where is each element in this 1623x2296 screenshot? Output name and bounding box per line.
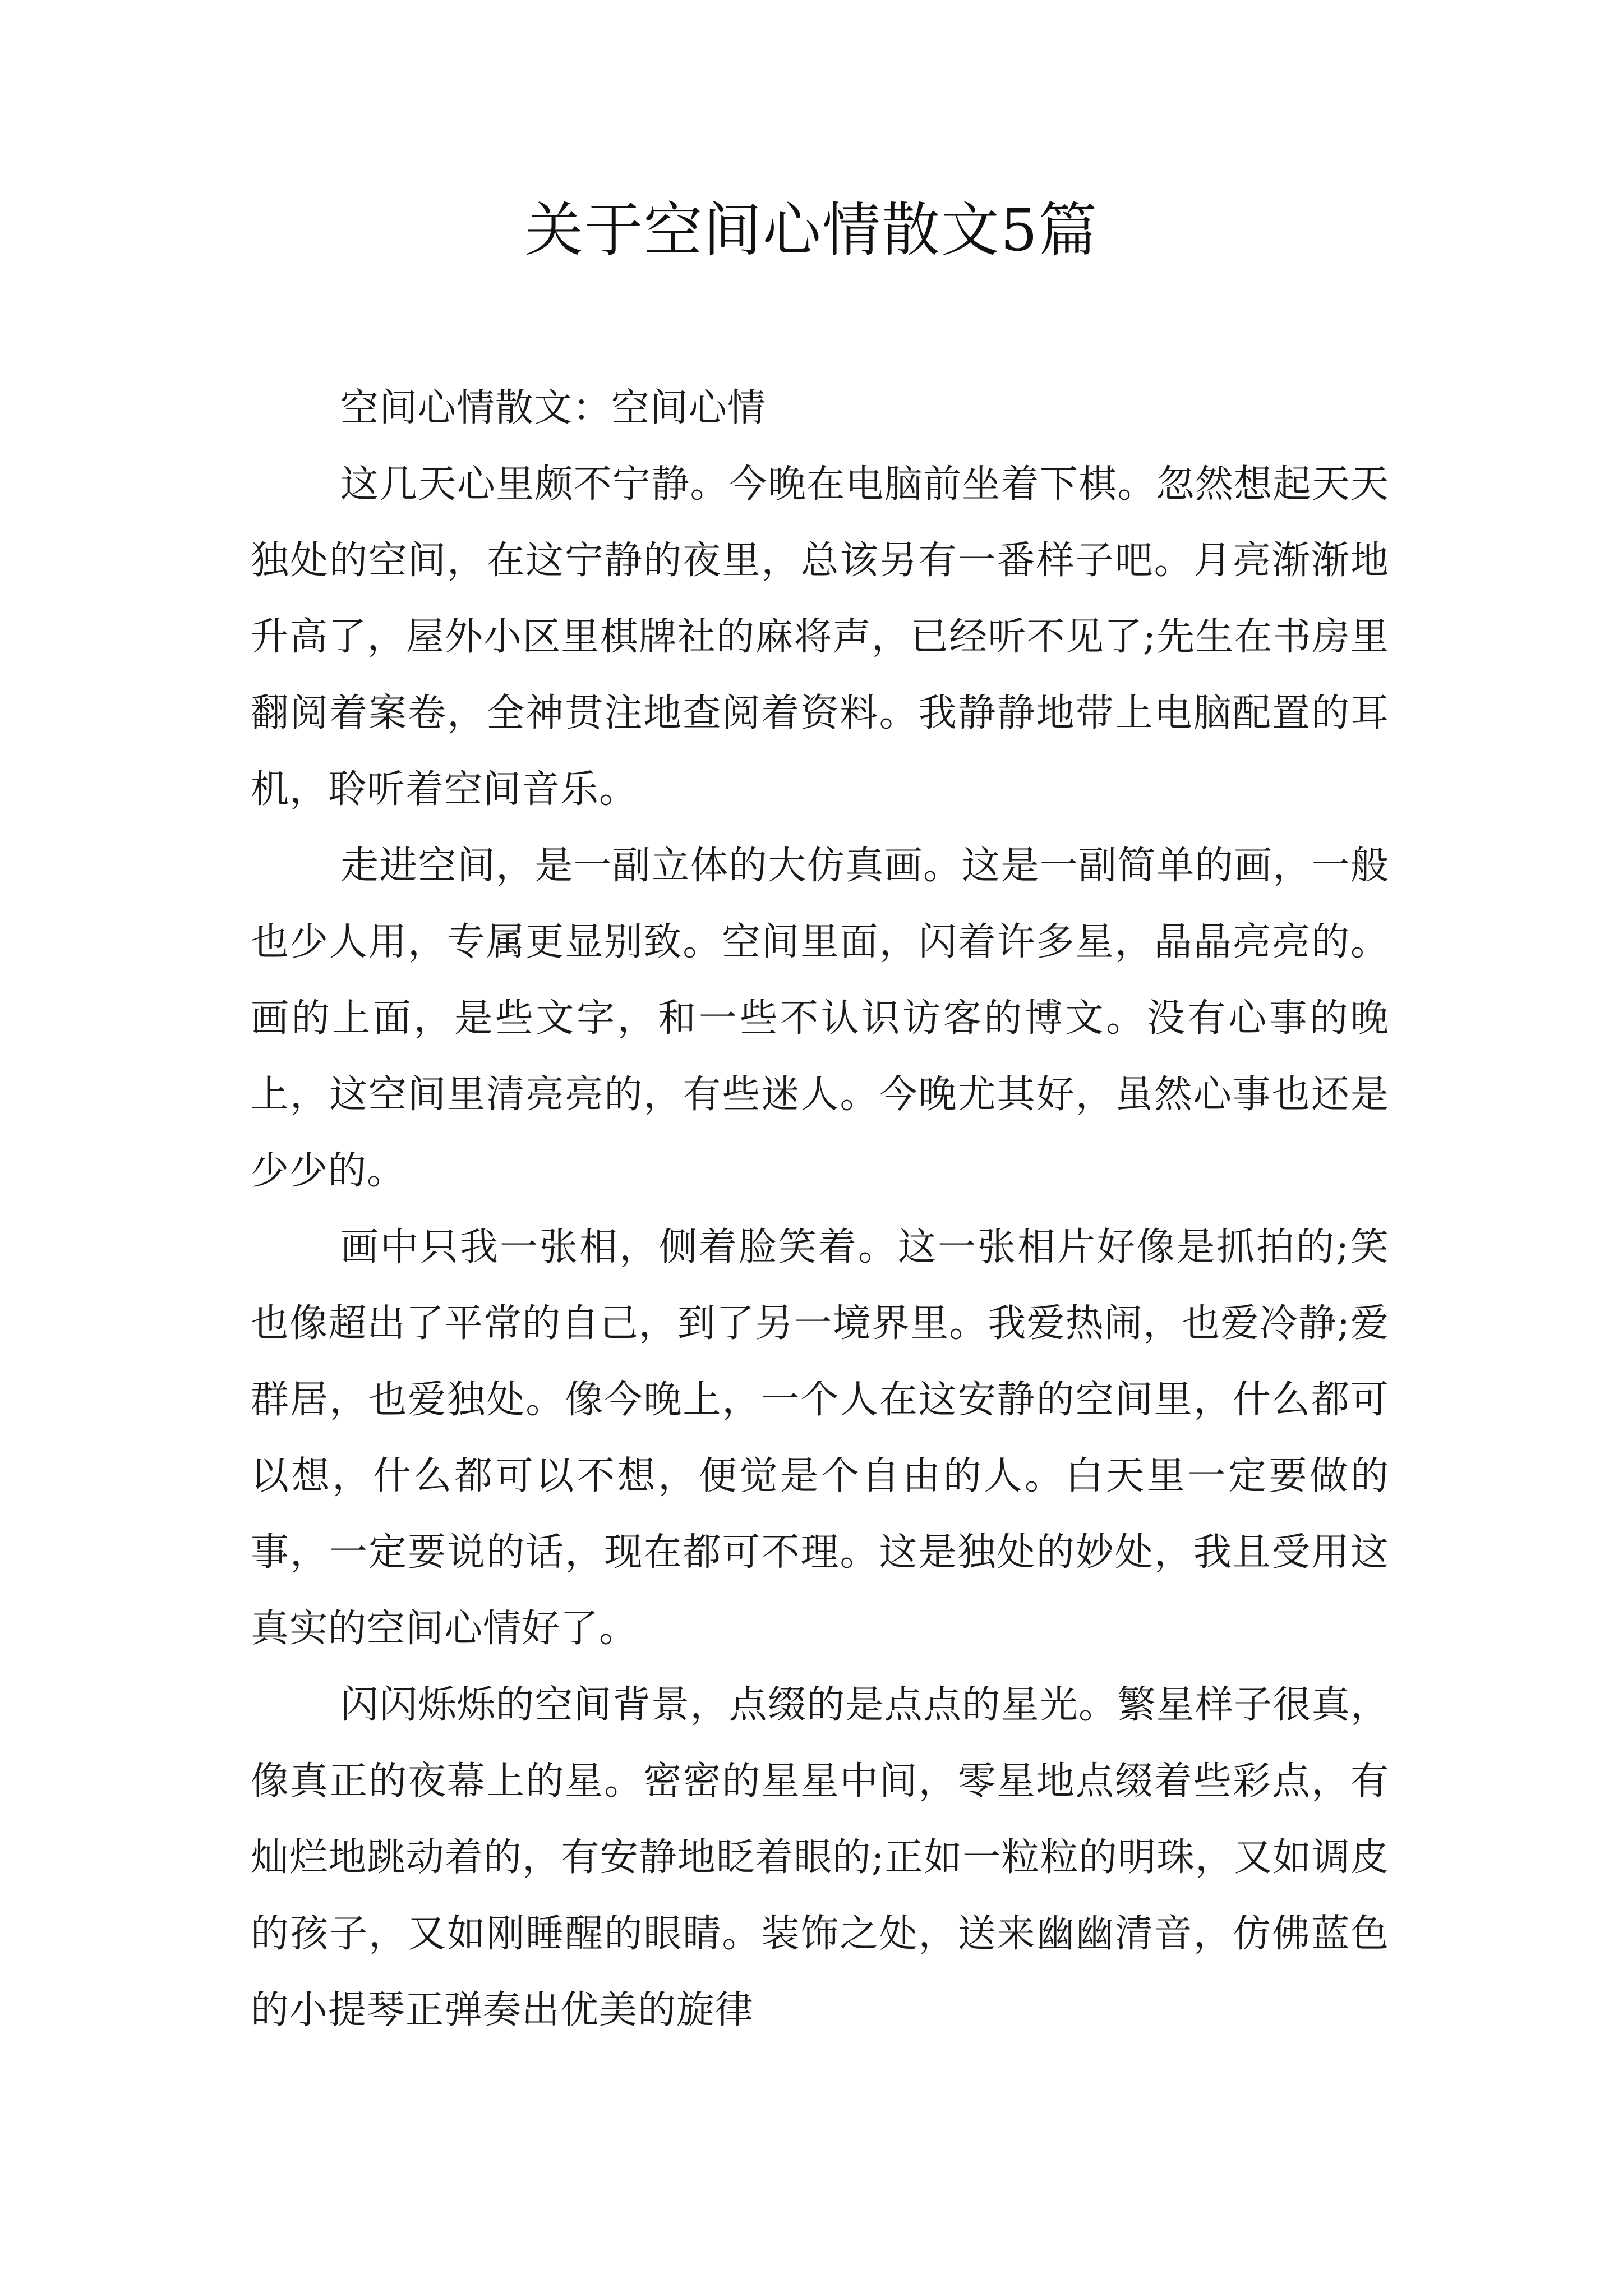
section-heading: 空间心情散文：空间心情 — [340, 386, 767, 430]
paragraph-2: 走进空间，是一副立体的大仿真画。这是一副简单的画，一般也少人用，专属更显别致。空间里面，闪着许多星，晶晶亮亮的。画的上面，是些文字，和一些不认识访客的博文。没有心事的晚上，这空间里清亮亮的，有些迷人。今晚尤其好，虽然心事也还是少少的。 — [251, 844, 1389, 1193]
paragraph-4: 闪闪烁烁的空间背景，点缀的是点点的星光。繁星样子很真，像真正的夜幕上的星。密密的星星中间，零星地点缀着些彩点，有灿烂地跳动着的，有安静地眨着眼的;正如一粒粒的明珠，又如调皮的孩子，又如刚睡醒的眼睛。装饰之处，送来幽幽清音，仿佛蓝色的小提琴正弹奏出优美的旋律 — [251, 1683, 1389, 2032]
document-title: 关于空间心情散文5篇 — [524, 196, 1099, 264]
paragraph-3: 画中只我一张相，侧着脸笑着。这一张相片好像是抓拍的;笑也像超出了平常的自己，到了另一境界里。我爱热闹，也爱冷静;爱群居，也爱独处。像今晚上，一个人在这安静的空间里，什么都可以想，什么都可以不想，便觉是个自由的人。白天里一定要做的事，一定要说的话，现在都可不理。这是独处的妙处，我且受用这真实的空间心情好了。 — [251, 1225, 1389, 1651]
document-body — [251, 370, 1389, 2049]
paragraph-1: 这几天心里颇不宁静。今晚在电脑前坐着下棋。忽然想起天天独处的空间，在这宁静的夜里，总该另有一番样子吧。月亮渐渐地升高了，屋外小区里棋牌社的麻将声，已经听不见了;先生在书房里翻阅着案卷，全神贯注地查阅着资料。我静静地带上电脑配置的耳机，聆听着空间音乐。 — [251, 462, 1389, 812]
